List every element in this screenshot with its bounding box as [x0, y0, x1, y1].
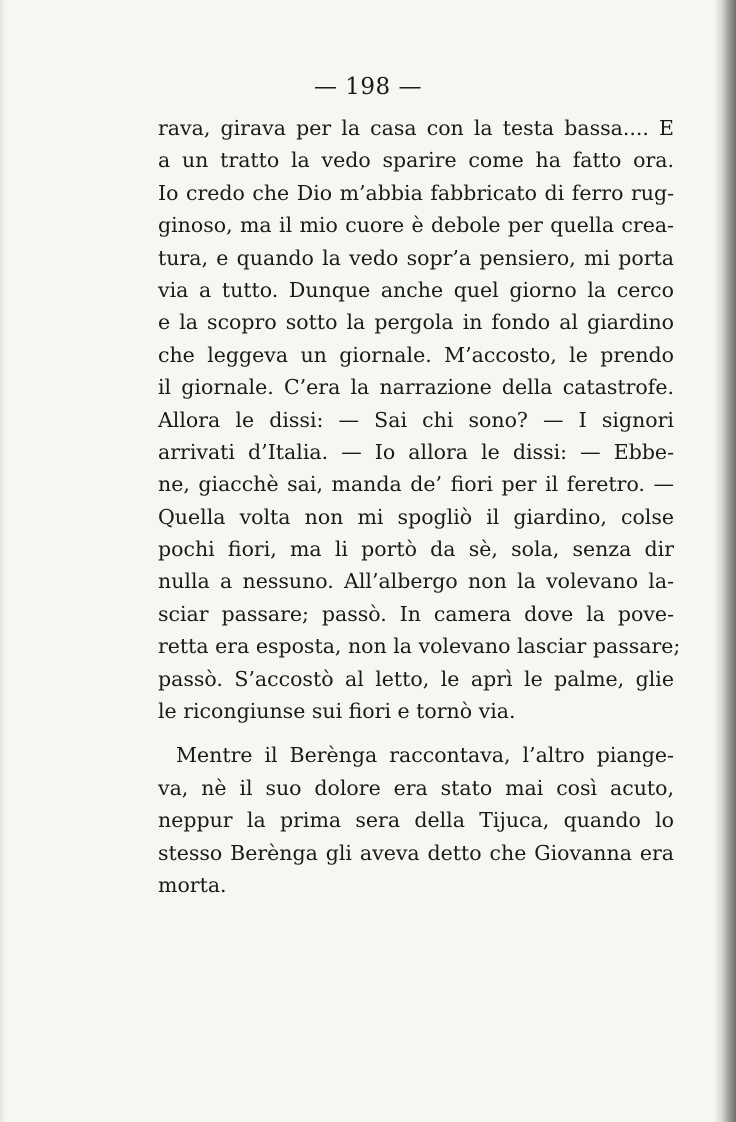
text-line: ginoso, ma il mio cuore è debole per quella crea-	[158, 213, 674, 238]
paragraph-2	[158, 739, 674, 901]
text-line: stesso Berènga gli aveva detto che Giovanna era	[158, 840, 674, 865]
text-line: via a tutto. Dunque anche quel giorno la cerco	[158, 277, 674, 302]
text-line: Quella volta non mi spogliò il giardino, colse	[158, 504, 674, 529]
text-line: rava, girava per la casa con la testa bassa.... E	[158, 116, 674, 140]
text-line: le ricongiunse sui fiori e tornò via.	[158, 699, 516, 724]
text-line: neppur la prima sera della Tijuca, quando lo	[158, 808, 674, 833]
text-line: pochi fiori, ma li portò da sè, sola, senza dir	[158, 537, 674, 562]
text-line: il giornale. C’era la narrazione della catastrofe.	[158, 375, 674, 400]
text-line: che leggeva un giornale. M’accosto, le prendo	[158, 342, 674, 367]
text-line: tura, e quando la vedo sopr’a pensiero, mi porta	[158, 245, 674, 270]
text-line: a un tratto la vedo sparire come ha fatto ora.	[158, 148, 674, 173]
text-line: morta.	[158, 872, 227, 897]
text-line: ne, giacchè sai, manda de’ fiori per il feretro. —	[158, 472, 674, 497]
paragraph-gap	[158, 727, 674, 739]
page-number: — 198 —	[313, 74, 423, 100]
text-line: Io credo che Dio m’abbia fabbricato di ferro rug-	[158, 180, 674, 205]
text-line: Mentre il Berènga raccontava, l’altro piange-	[176, 743, 674, 768]
text-line: passò. S’accostò al letto, le aprì le palme, glie	[158, 666, 674, 691]
text-line: Allora le dissi: — Sai chi sono? — I signori	[158, 407, 674, 432]
text-line: sciar passare; passò. In camera dove la pove-	[158, 601, 674, 626]
text-line: nulla a nessuno. All’albergo non la volevano la-	[158, 569, 674, 594]
page-left-edge	[0, 0, 6, 1122]
text-line: arrivati d’Italia. — Io allora le dissi: — Ebbe-	[158, 439, 674, 464]
page-binding-edge	[714, 0, 736, 1122]
text-line: e la scopro sotto la pergola in fondo al giardino	[158, 310, 674, 335]
text-line: va, nè il suo dolore era stato mai così acuto,	[158, 775, 674, 800]
paragraph-1	[158, 112, 681, 727]
text-line: retta era esposta, non la volevano lasciar passare;	[158, 634, 681, 659]
body-text	[158, 112, 681, 901]
